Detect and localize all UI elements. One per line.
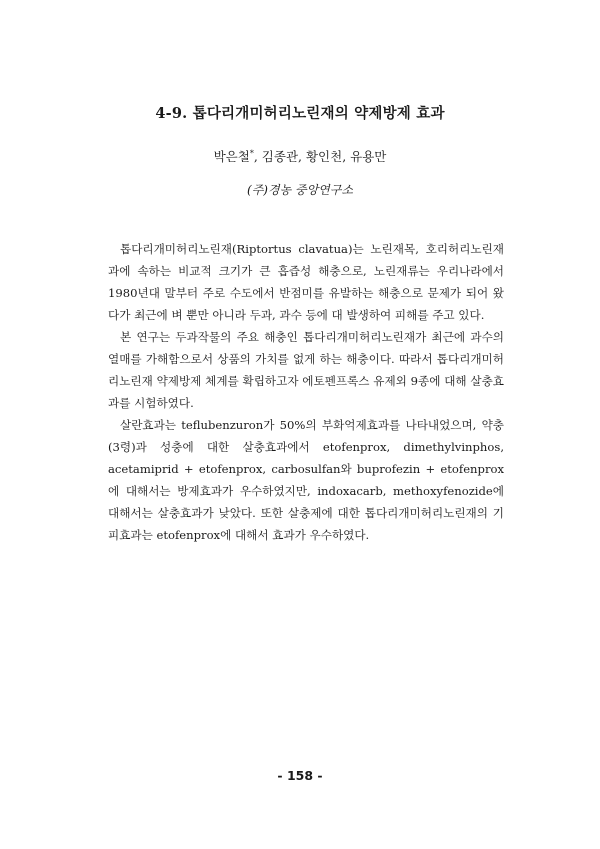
page-number: - 158 - [277, 768, 323, 783]
affiliation: (주)경농 중앙연구소 [247, 183, 353, 197]
abstract-paragraph-2: 본 연구는 두과작물의 주요 해충인 톱다리개미허리노린재가 최근에 과수의 열매를 가해함으로서 상품의 가치를 없게 하는 해충이다. 따라서 톱다리개미허리노린재 약제방제 체계를 확립하고자 에토펜프록스 유제외 9종에 대해 살충효과를 시험하였다. [108, 330, 504, 410]
paper-title: 4-9. 톱다리개미허리노린재의 약제방제 효과 [155, 105, 445, 122]
author-list [0, 147, 600, 165]
corresponding-author: 박은철 [213, 149, 250, 164]
abstract-paragraph-3: 살란효과는 teflubenzuron가 50%의 부화억제효과를 나타내었으며, 약충(3령)과 성충에 대한 살충효과에서 etofenprox, dimethylvinphos, acetamiprid + etofenprox, carbosulfan와 buprofezin + etofenprox에 대해서는 방제효과가 우수하였지만, indoxacarb, methoxyfenozide에 대해서는 살충효과가 낮았다. 또한 살충제에 대한 톱다리개미허리노린재의 기피효과는 etofenprox에 대해서 효과가 우수하였다. [108, 418, 504, 542]
corresponding-author-marker: * [249, 148, 254, 158]
co-authors: , 김종관, 황인천, 유용만 [253, 149, 387, 164]
abstract-body [108, 238, 504, 546]
abstract-paragraph-1: 톱다리개미허리노린재(Riptortus clavatua)는 노린재목, 호리허리노린재과에 속하는 비교적 크기가 큰 흡즙성 해충으로, 노린재류는 우리나라에서 1980년대 말부터 주로 수도에서 반점미를 유발하는 해충으로 문제가 되어 왔다가 최근에 벼 뿐만 아니라 두과, 과수 등에 대 발생하여 피해를 주고 있다. [108, 242, 504, 322]
